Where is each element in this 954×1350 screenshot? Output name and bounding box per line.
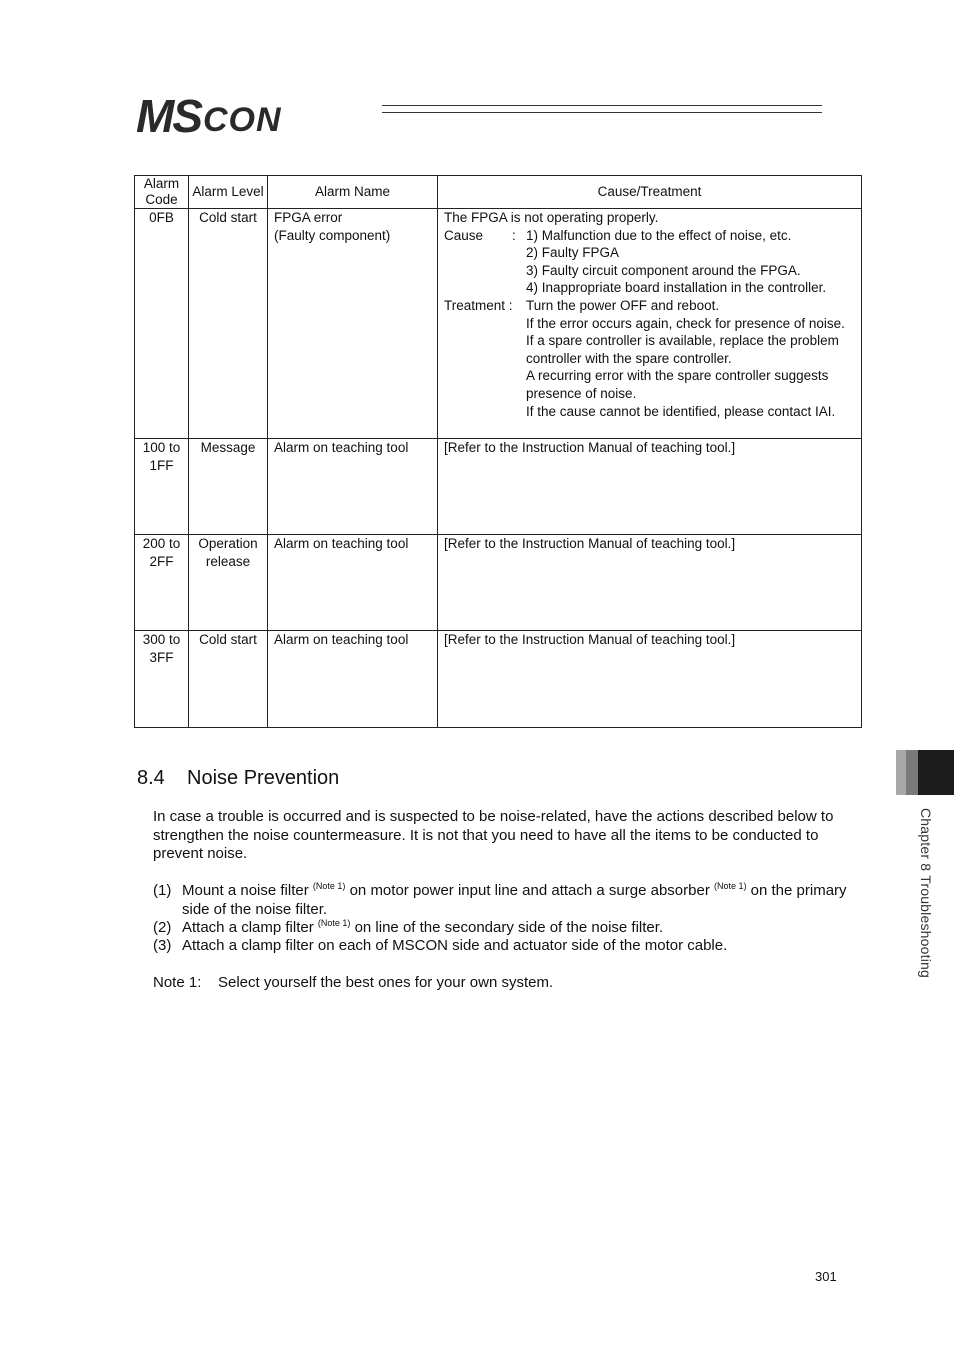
list-item — [153, 882, 853, 919]
treatment-label: Treatment : — [444, 297, 513, 313]
note-ref: (Note 1) — [312, 881, 346, 891]
treatment-item: If the error occurs again, check for presence of noise. — [526, 315, 845, 331]
list-number: (1) — [153, 882, 172, 899]
alarm-table — [134, 175, 862, 728]
chapter-tab-mid — [906, 750, 918, 795]
alarm-code: 0FB — [135, 209, 189, 439]
cause-treatment: [Refer to the Instruction Manual of teaching tool.] — [438, 631, 862, 728]
cause-intro: The FPGA is not operating properly. — [444, 210, 659, 225]
footnote — [153, 974, 553, 993]
note-ref: (Note 1) — [713, 881, 747, 891]
intro-paragraph: In case a trouble is occurred and is suspected to be noise-related, have the actions described below to strengthen the noise countermeasure. It is not that you need to have all the items to be conducted to prevent noise. — [153, 808, 834, 862]
treatment-item: If a spare controller is available, replace the problem controller with the spare controller. — [526, 333, 839, 366]
cause-item: 3) Faulty circuit component around the FPGA. — [526, 262, 801, 278]
alarm-level: Cold start — [189, 209, 268, 439]
note-text: Select yourself the best ones for your own system. — [218, 974, 554, 991]
logo-ms-text: MS — [136, 90, 201, 142]
header-alarm-code: Alarm Code — [135, 176, 189, 209]
list-text: Attach a clamp filter on each of MSCON side and actuator side of the motor cable. — [182, 937, 728, 954]
cause-item: 2) Faulty FPGA — [526, 245, 620, 261]
cause-item: 1) Malfunction due to the effect of noise, etc. — [526, 227, 792, 243]
chapter-label: Chapter 8 Troubleshooting — [918, 808, 934, 978]
list-number: (3) — [153, 937, 172, 954]
header-alarm-level: Alarm Level — [189, 176, 268, 209]
table-row — [135, 209, 862, 439]
cause-treatment: [Refer to the Instruction Manual of teaching tool.] — [438, 535, 862, 631]
note-ref: (Note 1) — [317, 918, 351, 928]
alarm-name: Alarm on teaching tool — [268, 535, 438, 631]
list-text: Mount a noise filter $^{(Note 1)}$ on motor power input line and attach a surge absorber $^{(Note 1)}$ on the primary side of the noise filter. — [182, 881, 847, 918]
cause-treatment: [Refer to the Instruction Manual of teaching tool.] — [438, 439, 862, 535]
chapter-tab-light — [896, 750, 906, 795]
list-text: Attach a clamp filter $^{(Note 1)}$ on line of the secondary side of the noise filter. — [182, 918, 664, 936]
alarm-level: Message — [189, 439, 268, 535]
treatment-item: A recurring error with the spare controller suggests presence of noise. — [526, 368, 829, 401]
logo-con-text: CON — [203, 101, 282, 139]
treatment-item: If the cause cannot be identified, please contact IAI. — [526, 403, 836, 419]
mscon-logo — [136, 90, 282, 142]
header-alarm-name: Alarm Name — [268, 176, 438, 209]
alarm-name — [268, 209, 438, 439]
cause-item: 4) Inappropriate board installation in the controller. — [526, 280, 827, 296]
chapter-tab-dark — [918, 750, 954, 795]
alarm-name: Alarm on teaching tool — [268, 439, 438, 535]
list-item — [153, 919, 853, 938]
table-header-row — [135, 176, 862, 209]
alarm-name: Alarm on teaching tool — [268, 631, 438, 728]
alarm-code: 200 to 2FF — [135, 535, 189, 631]
header-cause-treatment: Cause/Treatment — [438, 176, 862, 209]
alarm-name-line: FPGA error — [274, 210, 343, 225]
alarm-level: Operation release — [189, 535, 268, 631]
alarm-code: 300 to 3FF — [135, 631, 189, 728]
table-row — [135, 439, 862, 535]
list-number: (2) — [153, 919, 172, 936]
header-rule-bottom — [382, 112, 822, 113]
table-row — [135, 535, 862, 631]
list-item — [153, 937, 853, 956]
cause-colon: : — [512, 227, 516, 243]
section-number: 8.4 — [137, 767, 165, 789]
section-title: Noise Prevention — [187, 767, 340, 789]
section-heading — [137, 766, 339, 790]
cause-treatment — [438, 209, 862, 439]
treatment-item: Turn the power OFF and reboot. — [526, 297, 720, 313]
table-row — [135, 631, 862, 728]
page-number: 301 — [815, 1269, 837, 1284]
note-label: Note 1: — [153, 974, 202, 991]
cause-label: Cause — [444, 227, 484, 243]
alarm-name-line: (Faulty component) — [274, 227, 391, 243]
header-rule-top — [382, 105, 822, 106]
alarm-level: Cold start — [189, 631, 268, 728]
alarm-code: 100 to 1FF — [135, 439, 189, 535]
